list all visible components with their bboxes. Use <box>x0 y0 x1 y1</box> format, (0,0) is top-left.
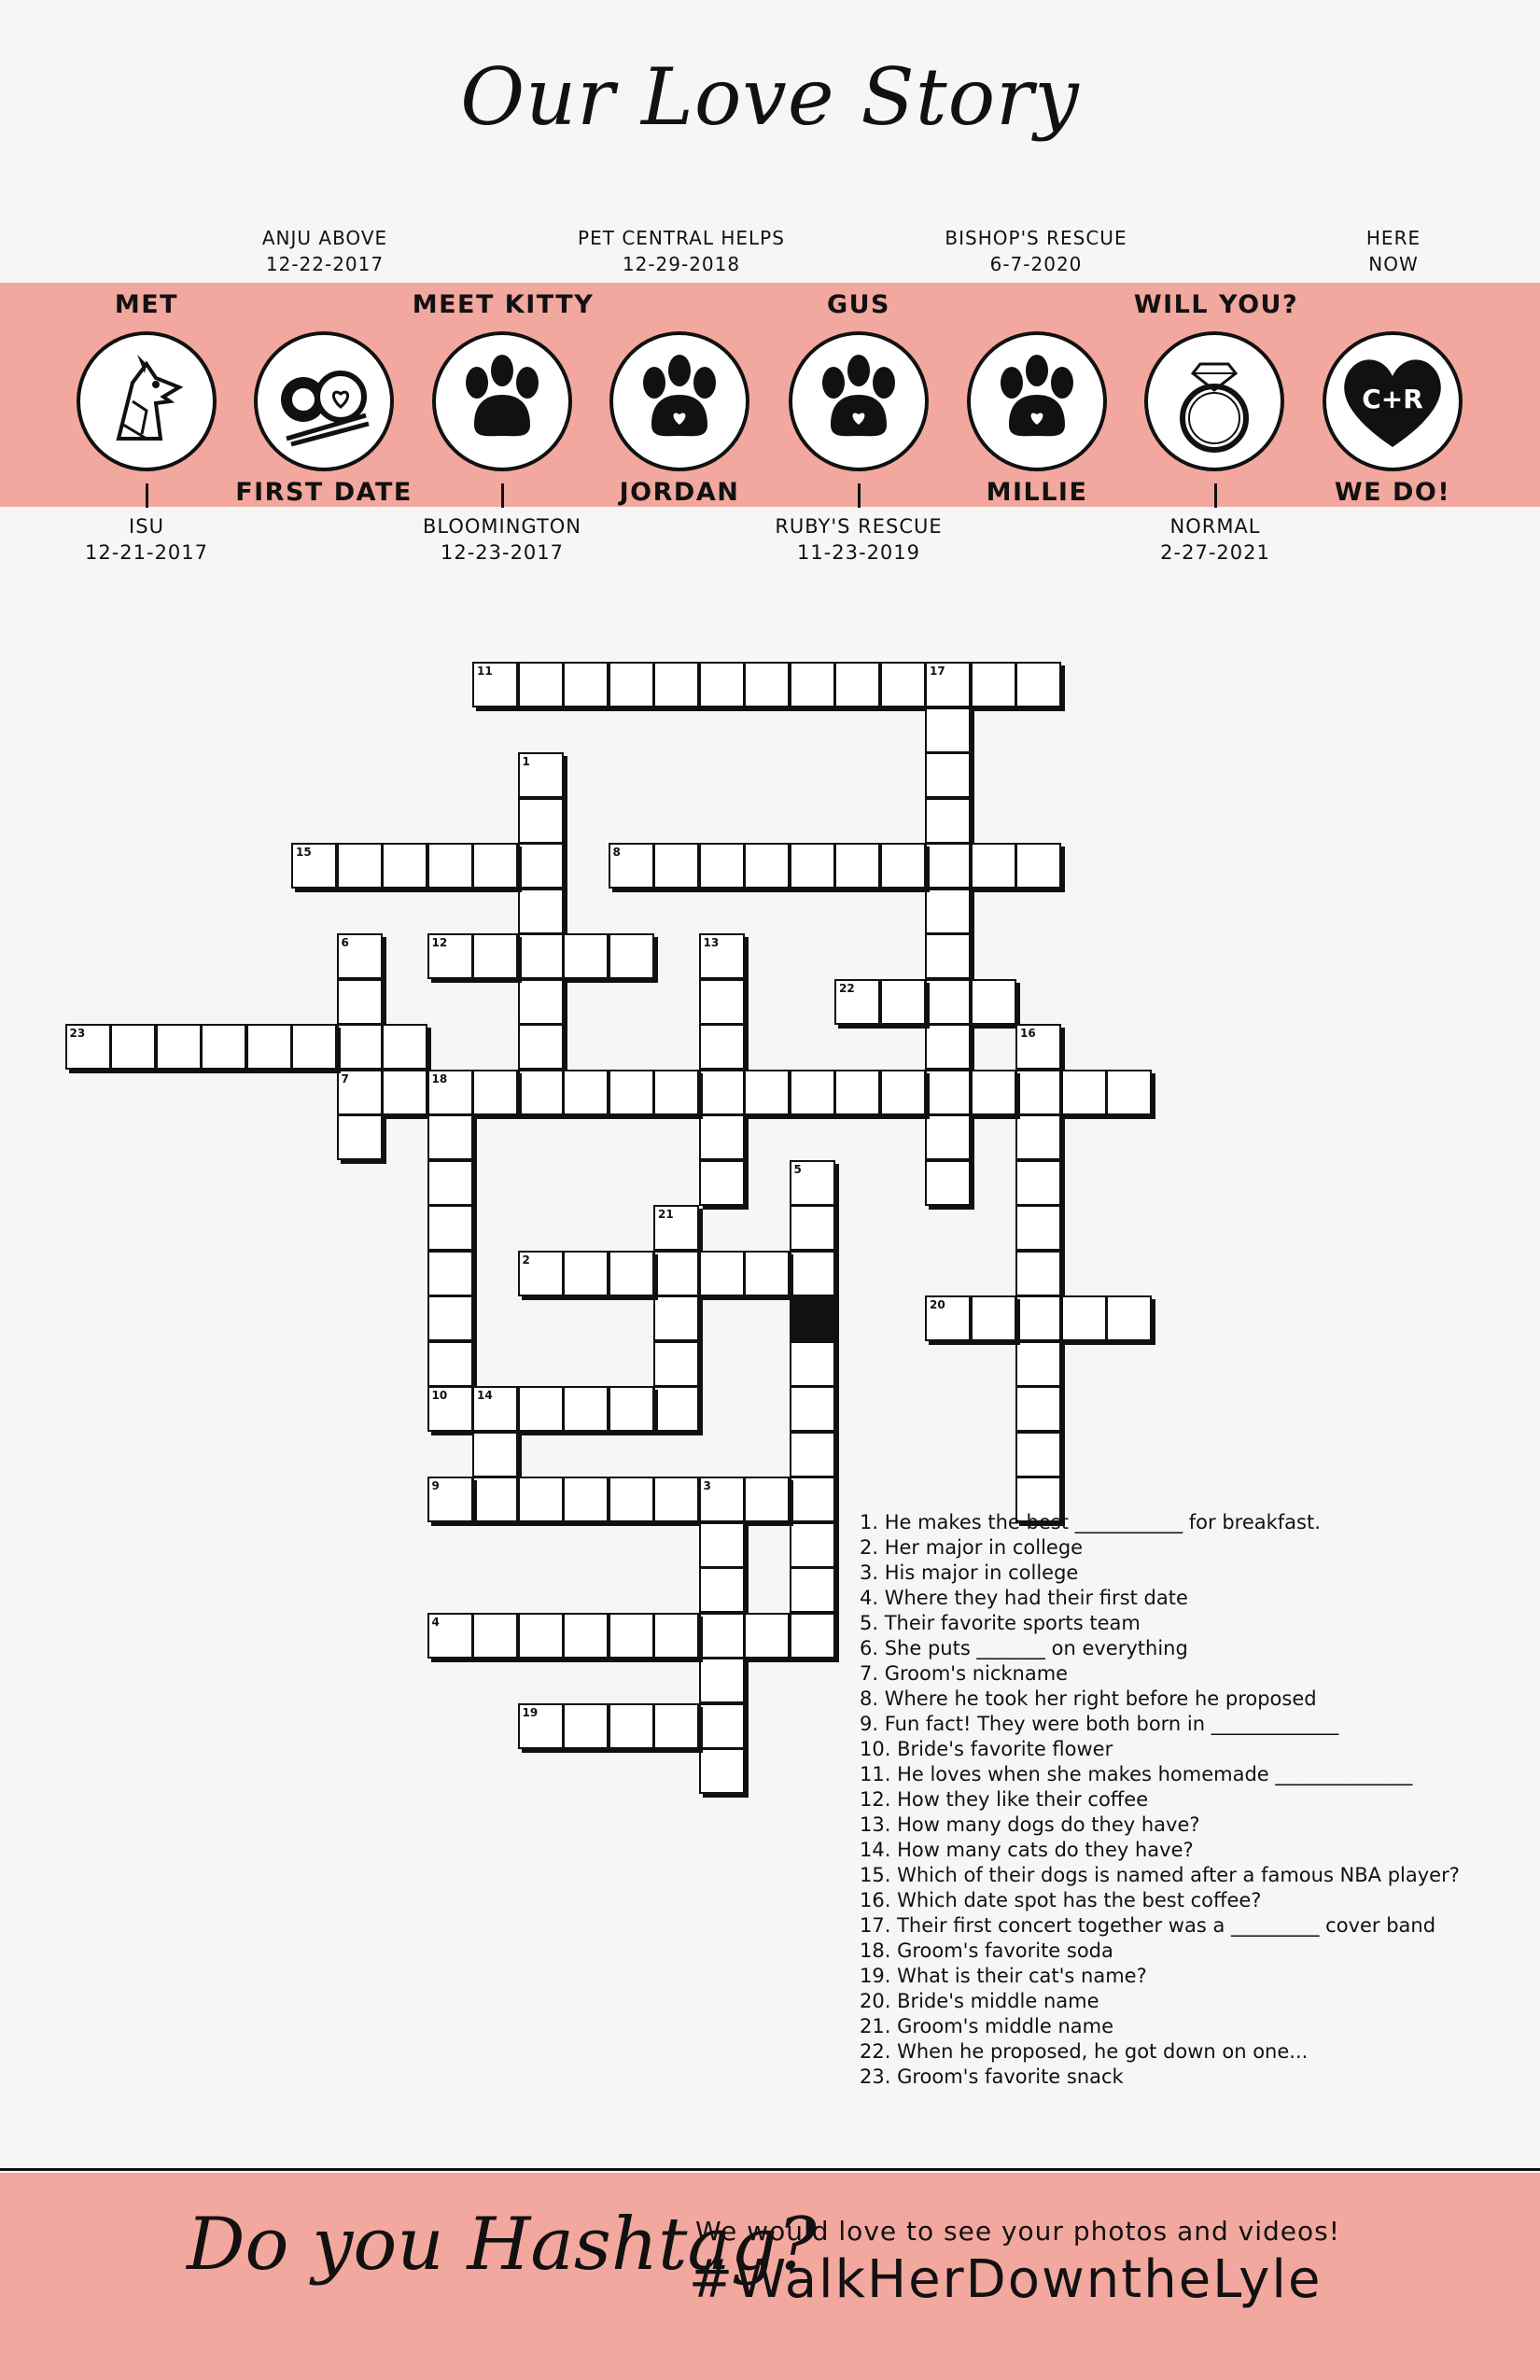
heart-initials: C+R <box>1362 384 1423 414</box>
sushi-icon <box>254 331 394 471</box>
crossword-cell[interactable] <box>427 1205 473 1251</box>
crossword-cell[interactable] <box>699 1613 745 1659</box>
crossword-cell[interactable] <box>971 979 1016 1025</box>
milestone-jordan: JORDAN <box>619 478 740 507</box>
crossword-cell[interactable] <box>609 1477 654 1522</box>
crossword-cell[interactable] <box>1106 1295 1152 1341</box>
crossword-cell[interactable] <box>744 1070 790 1115</box>
crossword-cell[interactable] <box>653 1205 699 1251</box>
crossword-cell[interactable] <box>518 662 564 707</box>
crossword-cell[interactable] <box>1015 1432 1061 1477</box>
crossword-cell[interactable] <box>427 1295 473 1341</box>
crossword-cell[interactable] <box>699 1477 745 1522</box>
crossword-cell[interactable] <box>518 1477 564 1522</box>
clue-item: 1. He makes the best ___________ for breakfast. <box>860 1511 1321 1533</box>
crossword-cell[interactable] <box>925 1114 971 1160</box>
crossword-cell[interactable] <box>1015 662 1061 707</box>
crossword-cell[interactable] <box>518 798 564 844</box>
crossword-cell[interactable] <box>699 1160 745 1206</box>
clue-item: 15. Which of their dogs is named after a famous NBA player? <box>860 1864 1460 1886</box>
crossword-cell[interactable] <box>744 1613 790 1659</box>
crossword-cell[interactable] <box>609 933 654 979</box>
crossword-clue-number: 13 <box>703 936 720 949</box>
crossword-cell[interactable] <box>1015 1251 1061 1296</box>
crossword-clue-number: 15 <box>296 846 312 859</box>
crossword-cell[interactable] <box>790 1070 835 1115</box>
crossword-cell[interactable] <box>472 1070 518 1115</box>
crossword-cell[interactable] <box>925 979 971 1025</box>
crossword-cell[interactable] <box>744 843 790 889</box>
timeline-tick <box>146 483 148 508</box>
crossword-cell[interactable] <box>653 1070 699 1115</box>
clue-item: 13. How many dogs do they have? <box>860 1813 1200 1836</box>
crossword-cell[interactable] <box>472 662 518 707</box>
crossword-clue-number: 4 <box>431 1615 440 1629</box>
crossword-cell[interactable] <box>1015 1295 1061 1341</box>
clue-item: 11. He loves when she makes homemade ______________ <box>860 1763 1413 1785</box>
clue-item: 6. She puts _______ on everything <box>860 1637 1188 1659</box>
crossword-cell[interactable] <box>699 933 745 979</box>
crossword-cell[interactable] <box>110 1024 156 1070</box>
timeline-tick <box>501 483 504 508</box>
crossword-cell[interactable] <box>427 1386 473 1432</box>
clue-item: 3. His major in college <box>860 1561 1079 1584</box>
cardinal-icon <box>77 331 217 471</box>
crossword-cell[interactable] <box>653 843 699 889</box>
crossword-cell[interactable] <box>880 662 926 707</box>
clue-item: 21. Groom's middle name <box>860 2015 1113 2037</box>
clue-item: 23. Groom's favorite snack <box>860 2065 1124 2088</box>
crossword-cell[interactable] <box>518 1070 564 1115</box>
crossword-cell[interactable] <box>337 1070 383 1115</box>
crossword-cell[interactable] <box>699 1522 745 1568</box>
crossword-cell[interactable] <box>609 843 654 889</box>
crossword-cell[interactable] <box>1061 1295 1107 1341</box>
crossword-clue-number: 11 <box>477 665 493 678</box>
crossword-cell[interactable] <box>156 1024 202 1070</box>
crossword-cell[interactable] <box>925 889 971 934</box>
footer-script-text: Do you Hashtag? <box>187 2203 817 2287</box>
timeline-top-label: ANJU ABOVE 12-22-2017 <box>261 227 388 275</box>
footer-divider <box>0 2168 1540 2171</box>
clue-item: 14. How many cats do they have? <box>860 1839 1194 1861</box>
crossword-clue-number: 19 <box>522 1705 539 1719</box>
crossword-cell[interactable] <box>653 1613 699 1659</box>
crossword-clue-number: 10 <box>431 1389 448 1402</box>
crossword-cell[interactable] <box>653 1477 699 1522</box>
crossword-cell[interactable] <box>653 1251 699 1296</box>
crossword-cell[interactable] <box>880 1070 926 1115</box>
timeline-bottom-label: ISU 12-21-2017 <box>84 515 209 564</box>
crossword-cell[interactable] <box>925 707 971 753</box>
crossword-cell[interactable] <box>472 1477 518 1522</box>
crossword-cell[interactable] <box>65 1024 111 1070</box>
crossword-cell[interactable] <box>1015 1386 1061 1432</box>
crossword-cell[interactable] <box>1015 1160 1061 1206</box>
crossword-cell[interactable] <box>790 1160 835 1206</box>
crossword-cell[interactable] <box>472 1386 518 1432</box>
crossword-cell[interactable] <box>925 1295 971 1341</box>
crossword-cell[interactable] <box>790 1477 835 1522</box>
timeline-top-label: BISHOP'S RESCUE 6-7-2020 <box>945 227 1127 275</box>
crossword-cell[interactable] <box>925 752 971 798</box>
crossword-clue-number: 6 <box>341 936 349 949</box>
clue-item: 9. Fun fact! They were both born in _____________ <box>860 1713 1339 1735</box>
crossword-cell[interactable] <box>427 1251 473 1296</box>
clue-item: 5. Their favorite sports team <box>860 1612 1141 1634</box>
crossword-cell[interactable] <box>925 1024 971 1070</box>
crossword-cell[interactable] <box>518 889 564 934</box>
crossword-cell[interactable] <box>518 1386 564 1432</box>
crossword-cell[interactable] <box>427 1613 473 1659</box>
crossword-cell[interactable] <box>699 662 745 707</box>
crossword-cell[interactable] <box>699 979 745 1025</box>
crossword-cell[interactable] <box>337 979 383 1025</box>
crossword-cell[interactable] <box>790 1522 835 1568</box>
crossword-cell[interactable] <box>699 1658 745 1703</box>
crossword-clue-number: 2 <box>522 1253 530 1267</box>
crossword-cell[interactable] <box>427 1070 473 1115</box>
crossword-cell[interactable] <box>744 1251 790 1296</box>
crossword-clue-number: 9 <box>431 1479 440 1492</box>
clue-item: 7. Groom's nickname <box>860 1662 1069 1685</box>
crossword-cell[interactable] <box>925 1160 971 1206</box>
crossword-cell[interactable] <box>699 1748 745 1794</box>
crossword-cell[interactable] <box>427 843 473 889</box>
crossword-cell[interactable] <box>880 843 926 889</box>
crossword-cell[interactable] <box>1015 1341 1061 1387</box>
crossword-cell[interactable] <box>518 979 564 1025</box>
milestone-millie: MILLIE <box>986 478 1088 507</box>
crossword-clue-number: 16 <box>1020 1027 1036 1040</box>
crossword-cell[interactable] <box>790 1613 835 1659</box>
crossword-cell[interactable] <box>472 843 518 889</box>
crossword-cell[interactable] <box>563 1477 609 1522</box>
crossword-cell[interactable] <box>925 1070 971 1115</box>
crossword-cell[interactable] <box>744 662 790 707</box>
crossword-cell[interactable] <box>1015 1205 1061 1251</box>
page-title: Our Love Story <box>460 51 1080 143</box>
clue-item: 20. Bride's middle name <box>860 1990 1099 2012</box>
crossword-cell[interactable] <box>1015 843 1061 889</box>
heart-icon <box>1323 331 1463 471</box>
crossword-cell[interactable] <box>337 1114 383 1160</box>
crossword-cell[interactable] <box>563 933 609 979</box>
crossword-cell[interactable] <box>609 1613 654 1659</box>
footer-hashtag: #WalkHerDowntheLyle <box>689 2249 1323 2310</box>
crossword-cell[interactable] <box>653 662 699 707</box>
timeline-bottom-label: BLOOMINGTON 12-23-2017 <box>422 515 582 564</box>
crossword-cell[interactable] <box>699 1251 745 1296</box>
clue-list <box>860 1510 1513 2090</box>
crossword-clue-number: 5 <box>793 1162 802 1176</box>
crossword-cell[interactable] <box>744 1477 790 1522</box>
crossword-cell[interactable] <box>518 843 564 889</box>
crossword-cell[interactable] <box>790 1251 835 1296</box>
crossword-cell[interactable] <box>1015 1024 1061 1070</box>
crossword-cell[interactable] <box>925 662 971 707</box>
crossword-clue-number: 21 <box>658 1208 674 1221</box>
crossword-cell[interactable] <box>563 1703 609 1749</box>
crossword-cell[interactable] <box>609 1703 654 1749</box>
crossword-cell[interactable] <box>1061 1070 1107 1115</box>
crossword-cell[interactable] <box>427 1341 473 1387</box>
paw-icon <box>789 331 929 471</box>
crossword-cell[interactable] <box>653 1386 699 1432</box>
crossword-cell[interactable] <box>790 1432 835 1477</box>
crossword-cell[interactable] <box>790 1205 835 1251</box>
crossword-cell[interactable] <box>790 1386 835 1432</box>
crossword-clue-number: 14 <box>477 1389 493 1402</box>
paw-icon <box>967 331 1107 471</box>
crossword-cell[interactable] <box>971 843 1016 889</box>
crossword-cell[interactable] <box>563 1251 609 1296</box>
crossword-cell[interactable] <box>563 662 609 707</box>
crossword-cell[interactable] <box>925 933 971 979</box>
ring-icon <box>1144 331 1284 471</box>
clue-item: 8. Where he took her right before he proposed <box>860 1687 1317 1710</box>
timeline-tick <box>858 483 861 508</box>
crossword-clue-number: 8 <box>612 846 621 859</box>
crossword-cell[interactable] <box>518 1703 564 1749</box>
crossword-cell[interactable] <box>699 1567 745 1613</box>
crossword-cell[interactable] <box>653 1295 699 1341</box>
crossword-cell[interactable] <box>609 1386 654 1432</box>
crossword-cell[interactable] <box>472 933 518 979</box>
crossword-cell[interactable] <box>834 1070 880 1115</box>
crossword-cell[interactable] <box>337 933 383 979</box>
crossword-cell[interactable] <box>609 1251 654 1296</box>
timeline-top-label: PET CENTRAL HELPS 12-29-2018 <box>578 227 785 275</box>
crossword-cell[interactable] <box>971 1295 1016 1341</box>
milestone-met: MET <box>114 290 179 319</box>
crossword-cell[interactable] <box>382 1070 427 1115</box>
crossword-cell[interactable] <box>472 1432 518 1477</box>
crossword-cell[interactable] <box>880 979 926 1025</box>
milestone-we-do: WE DO! <box>1334 478 1451 507</box>
crossword-cell[interactable] <box>291 1024 337 1070</box>
crossword-cell[interactable] <box>563 1613 609 1659</box>
crossword-cell[interactable] <box>518 1024 564 1070</box>
crossword-cell[interactable] <box>699 843 745 889</box>
timeline-bottom-label: NORMAL 2-27-2021 <box>1160 515 1270 564</box>
crossword-cell[interactable] <box>834 662 880 707</box>
crossword-cell[interactable] <box>834 843 880 889</box>
crossword-cell[interactable] <box>699 1114 745 1160</box>
timeline-tick <box>1214 483 1217 508</box>
crossword-clue-number: 1 <box>522 755 530 768</box>
crossword-cell[interactable] <box>653 1703 699 1749</box>
crossword-cell[interactable] <box>790 1341 835 1387</box>
clue-item: 2. Her major in college <box>860 1536 1084 1559</box>
crossword-clue-number: 20 <box>930 1298 945 1311</box>
crossword-clue-number: 3 <box>703 1479 711 1492</box>
crossword-cell[interactable] <box>518 1251 564 1296</box>
crossword-black-cell <box>790 1295 835 1341</box>
crossword-cell[interactable] <box>834 979 880 1025</box>
crossword-clue-number: 23 <box>69 1027 86 1040</box>
crossword-cell[interactable] <box>427 933 473 979</box>
crossword-cell[interactable] <box>609 1070 654 1115</box>
crossword-cell[interactable] <box>246 1024 292 1070</box>
crossword-cell[interactable] <box>291 843 337 889</box>
milestone-meet-kitty: MEET KITTY <box>412 290 595 319</box>
crossword-cell[interactable] <box>337 843 383 889</box>
clue-item: 18. Groom's favorite soda <box>860 1939 1113 1962</box>
crossword-clue-number: 18 <box>431 1071 448 1085</box>
crossword-cell[interactable] <box>518 752 564 798</box>
timeline-bottom-label: RUBY'S RESCUE 11-23-2019 <box>775 515 943 564</box>
clue-item: 16. Which date spot has the best coffee? <box>860 1889 1262 1911</box>
crossword-cell[interactable] <box>790 843 835 889</box>
crossword-clue-number: 12 <box>431 936 448 949</box>
crossword-cell[interactable] <box>925 843 971 889</box>
crossword-cell[interactable] <box>699 1703 745 1749</box>
clue-item: 10. Bride's favorite flower <box>860 1738 1113 1760</box>
crossword-clue-number: 17 <box>930 665 945 678</box>
clue-item: 17. Their first concert together was a _________ cover band <box>860 1914 1436 1937</box>
crossword-cell[interactable] <box>699 1024 745 1070</box>
crossword-cell[interactable] <box>971 1070 1016 1115</box>
crossword-cell[interactable] <box>699 1070 745 1115</box>
crossword-cell[interactable] <box>971 662 1016 707</box>
crossword-cell[interactable] <box>925 798 971 844</box>
clue-item: 19. What is their cat's name? <box>860 1965 1147 1987</box>
crossword-clue-number: 7 <box>341 1071 349 1085</box>
milestone-gus: GUS <box>826 290 891 319</box>
crossword-cell[interactable] <box>1015 1070 1061 1115</box>
milestone-first-date: FIRST DATE <box>235 478 413 507</box>
timeline-top-label: HERE NOW <box>1365 227 1421 275</box>
clue-item: 4. Where they had their first date <box>860 1587 1188 1609</box>
crossword-cell[interactable] <box>1015 1114 1061 1160</box>
crossword-cell[interactable] <box>518 1613 564 1659</box>
crossword-cell[interactable] <box>382 1024 427 1070</box>
crossword-cell[interactable] <box>337 1024 383 1070</box>
crossword-clue-number: 22 <box>839 981 855 995</box>
crossword-cell[interactable] <box>382 843 427 889</box>
clue-item: 22. When he proposed, he got down on one... <box>860 2040 1309 2063</box>
paw-icon <box>609 331 749 471</box>
crossword-cell[interactable] <box>518 933 564 979</box>
crossword-cell[interactable] <box>201 1024 246 1070</box>
crossword-cell[interactable] <box>653 1341 699 1387</box>
crossword-cell[interactable] <box>427 1477 473 1522</box>
crossword-cell[interactable] <box>563 1070 609 1115</box>
crossword-cell[interactable] <box>427 1160 473 1206</box>
milestone-will-you: WILL YOU? <box>1133 290 1299 319</box>
crossword-cell[interactable] <box>427 1114 473 1160</box>
footer-subtitle: We would love to see your photos and videos! <box>695 2216 1340 2247</box>
crossword-cell[interactable] <box>609 662 654 707</box>
crossword-cell[interactable] <box>1106 1070 1152 1115</box>
paw-icon <box>432 331 572 471</box>
crossword-cell[interactable] <box>790 1567 835 1613</box>
crossword-cell[interactable] <box>472 1613 518 1659</box>
clue-item: 12. How they like their coffee <box>860 1788 1149 1811</box>
crossword-cell[interactable] <box>790 662 835 707</box>
crossword-cell[interactable] <box>563 1386 609 1432</box>
